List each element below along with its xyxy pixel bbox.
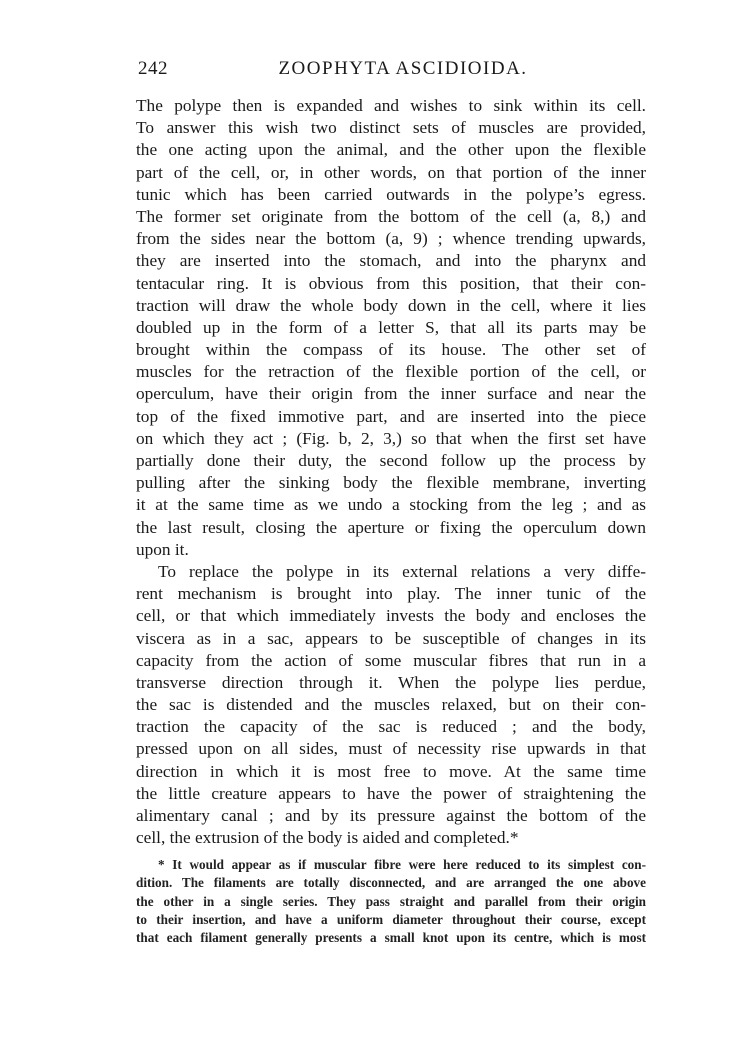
text-line: capacity from the action of some muscular fibres that run in a xyxy=(136,650,646,670)
text-line: transverse direction through it. When the polype lies perdue, xyxy=(136,672,646,692)
text-line: the one acting upon the animal, and the other upon the flexible xyxy=(136,140,646,160)
text-line: traction will draw the whole body down in the cell, where it lies xyxy=(136,295,646,315)
text-line: the little creature appears to have the power of straightening the xyxy=(136,783,646,803)
text-line: they are inserted into the stomach, and into the pharynx and xyxy=(136,251,646,271)
text-line: rent mechanism is brought into play. The inner tunic of the xyxy=(136,584,646,604)
page-header xyxy=(138,58,646,86)
footnote-line: that each filament generally presents a small knot upon its centre, which is most xyxy=(136,930,646,946)
text-line: from the sides near the bottom (a, 9) ; whence trending upwards, xyxy=(136,229,646,249)
page-number: 242 xyxy=(138,58,168,79)
text-line: it at the same time as we undo a stocking from the leg ; and as xyxy=(136,495,646,515)
text-line: The polype then is expanded and wishes to sink within its cell. xyxy=(136,96,646,115)
text-line: on which they act ; (Fig. b, 2, 3,) so that when the first set have xyxy=(136,428,646,448)
text-line: upon it. xyxy=(136,539,189,559)
text-line: The former set originate from the bottom of the cell (a, 8,) and xyxy=(136,206,646,226)
text-line: viscera as in a sac, appears to be susceptible of changes in its xyxy=(136,628,646,648)
body-text xyxy=(136,95,646,849)
text-line: top of the fixed immotive part, and are inserted into the piece xyxy=(136,406,646,426)
text-line: brought within the compass of its house. The other set of xyxy=(136,340,646,360)
footnote-line: the other in a single series. They pass straight and parallel from their origin xyxy=(136,893,646,909)
text-line: tunic which has been carried outwards in the polype’s egress. xyxy=(136,184,646,204)
text-line: alimentary canal ; and by its pressure against the bottom of the xyxy=(136,806,646,825)
text-line: doubled up in the form of a letter S, that all its parts may be xyxy=(136,317,646,337)
footnote xyxy=(136,856,646,947)
footnote-line: dition. The filaments are totally disconnected, and are arranged the one above xyxy=(136,875,646,891)
text-line: pulling after the sinking body the flexible membrane, inverting xyxy=(136,473,646,493)
text-line: cell, or that which immediately invests the body and encloses the xyxy=(136,606,646,626)
paragraph-1 xyxy=(136,95,646,561)
text-line: traction the capacity of the sac is reduced ; and the body, xyxy=(136,717,646,737)
text-line: muscles for the retraction of the flexible portion of the cell, or xyxy=(136,362,646,382)
text-line: pressed upon on all sides, must of necessity rise upwards in that xyxy=(136,739,646,759)
paragraph-2 xyxy=(136,561,646,849)
text-line: part of the cell, or, in other words, on that portion of the inner xyxy=(136,162,646,182)
text-line: the last result, closing the aperture or fixing the operculum down xyxy=(136,517,646,537)
footnote-line: * It would appear as if muscular fibre were here reduced to its simplest con- xyxy=(158,857,646,872)
text-line: the sac is distended and the muscles relaxed, but on their con- xyxy=(136,695,646,715)
text-line: tentacular ring. It is obvious from this position, that their con- xyxy=(136,273,646,293)
footnote-line: to their insertion, and have a uniform diameter throughout their course, except xyxy=(136,911,646,927)
text-line: To answer this wish two distinct sets of muscles are provided, xyxy=(136,118,646,138)
text-line: To replace the polype in its external relations a very diffe- xyxy=(158,561,646,581)
text-line: partially done their duty, the second follow up the process by xyxy=(136,451,646,470)
running-head: ZOOPHYTA ASCIDIOIDA. xyxy=(278,58,528,79)
text-line: operculum, have their origin from the inner surface and near the xyxy=(136,384,646,404)
text-line: cell, the extrusion of the body is aided and completed.* xyxy=(136,828,519,848)
text-line: direction in which it is most free to move. At the same time xyxy=(136,761,646,781)
